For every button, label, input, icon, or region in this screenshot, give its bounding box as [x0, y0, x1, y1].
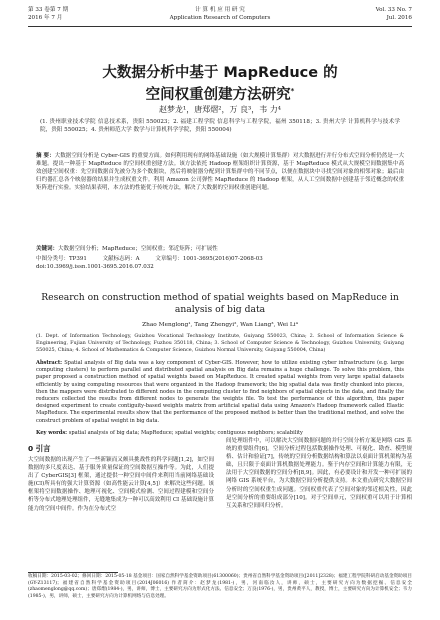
- keywords-cn: [36, 245, 404, 253]
- title-cn-line2: 空间权重创建方法研究: [145, 86, 291, 103]
- header-journal-cn: 计 算 机 应 用 研 究: [195, 7, 245, 13]
- keywords-en: [36, 430, 404, 437]
- header-volume-cn: 第 33 卷第 7 期: [28, 7, 69, 13]
- authors-en: Zhao Menglong¹, Tang Zhengyi², Wan Liang³, Wei Li⁴: [142, 322, 298, 328]
- header-volume-en-line: Vol. 33 No. 7: [375, 7, 412, 13]
- keywords-en-text: spatial analysis of big data; MapReduce; spatial weights; contiguous neighbors; scalability: [68, 430, 303, 436]
- abstract-en-text: Spatial analysis of Big data was a key component of Cyber-GIS. However, how to utilize existing cyber infrastructure (e.g. large computing clusters) to perform parallel and distributed spatial analysis on Big data remains a huge challenge. To solve this problem, this paper proposed a construction method of spatial weights based on MapReduce. It created spatial weights from very large spatial datasets efficiently by using computing resources that were organized in the Hadoop framework; the big spatial data was firstly chunked into pieces, then the mappers were distributed to different nodes in the computing cluster to find neighbors of spatial objects in the data, and finally the reducers collected the results from different nodes to generate the weights file. To test the performance of this algorithm, this paper designed experiment to create contiguity-based weights matrix from artificial spatial data using Amazon's Hadoop framework called Elastic MapReduce. The experimental results show that the performance of the proposed method is better than the traditional method, and solve the construct problem of spatial weight in big data.: [36, 360, 404, 424]
- body-column-left: 大空间数据的出现产生了一些新颖而又颇具挑战性的科学问题[1,2]，如空间数据的多尺度表达、基于服务质量保证的空间数据互操作等。为此，人们提出了 CyberGIS[3] 框架，通过提供一种空间中间件来利用当前网络基础设施(CI)所具有的强大计算资源（如高性能云计算[4,5]）来解决这些问题。该框架将空间数据操作、地理可视化、空间模式检测、空间过程建模和空间分析等分布式地理处理组件，无缝地集成为一种可以高效利用 CI 基础设施计算能力的空间中间件。作为在分布式空: [28, 457, 214, 512]
- document-code: 文献标志码：A: [102, 256, 140, 262]
- header-volume-en: [376, 7, 412, 22]
- affiliations-cn: (1. 贵州职业技术学院 信息技术系，贵阳 550023；2. 福建工程学院 信息科学与工程学院，福州 350118；3. 贵州大学 计算机科学与技术学院，贵阳 550025；4. 贵州师范大学 数学与计算机科学学院，贵阳 550004): [40, 119, 400, 133]
- authors-cn: 赵梦龙¹，唐郑熠²，万 良³，韦 力⁴: [159, 105, 281, 114]
- affiliations-en: (1. Dept. of Information Technology, Guizhou Vocational Technology Institute, Guiyang 550023, China; 2. School of Information Science & Engineering, Fujian University of Technology, Fuzhou 350118, China; 3. School of Computer Science & Technology, Guizhou University, Guiyang 550025, China; 4. School of Mathematics & Computer Science, Guizhou Normal University, Guiyang 550004, China): [36, 333, 404, 353]
- keywords-cn-text: 大数据空间分析；MapReduce；空间权重；邻近矩阵；可扩展性: [58, 246, 218, 252]
- paper-title-en: Research on construction method of spatial weights based on MapReduce in analysis of big data: [41, 292, 399, 315]
- header-date-en: Jul. 2016: [386, 14, 412, 21]
- abstract-en-label: Abstract:: [36, 360, 63, 366]
- abstract-cn: [36, 152, 404, 192]
- keywords-en-label: Key words:: [36, 430, 68, 436]
- footnote-divider: [28, 572, 118, 573]
- abstract-en: [36, 360, 404, 425]
- footnote: 收稿日期：2015-03-02；修回日期：2015-05-18 基金项目：国家自然科学基金资助项目(61300060)；贵州省自然科学基金资助项目([2011]2328)；福建工程学院科研启动基金资助项目(GY-Z13117)；福建省自然科学基金资助项目(2014J06016) 作者简介：赵梦龙(1981-)，男，河南临汝人，讲师，硕士，主要研究方向为数据挖掘、信息安全(zhaomenglong@qq.com)；唐郑熠(1984-)，男，讲师，博士，主要研究方向为形式化方法、信息安全；万良(1976-)，男，贵州黄平人，教授，博士，主要研究方向为计算机安全；韦力(1985-)，男，讲师，硕士，主要研究方向为计算机网络与信息处理。: [28, 574, 412, 599]
- title-cn-line1: 大数据分析中基于 MapReduce 的: [102, 65, 338, 81]
- section-heading-intro: 0 引言: [28, 444, 51, 453]
- body-column-right: 间处理组件中，可以解决大空间数据问题的并行空间分析方案是网络 GIS 系统的重要组件[6]。空间分析过程包括数据操作处理、可视化、勘查、模型规格、估计和验证[7]，传统的空间分析数据结构和算法以桌面计算机架构为基础，且只限于桌面计算机数据处理能力。鉴于内存空间和计算能力有限，无法用于大空间数据的空间分析[8,9]。因此，有必要设计和开发一种可扩展的网络 GIS 系统平台，为大数据空间分析提供支持。本文重点研究大数据空间分析时的空间权重生成问题。空间权重代表了空间对象的邻近相关性，因此是空间分析的重要组成部分[10]。对于空间单元，空间权重可以用于计算相互关系和空间回归分析。: [226, 438, 412, 509]
- abstract-cn-text: 大数据空间分析是 Cyber-GIS 的重要方面。如何利用现有的网络基础设施（如大规模计算集群）对大数据进行并行分布式空间分析仍然是一大难题。提出一种基于 MapReduce 的空间权重创建方法。该方法依托 Hadoop 框架组织计算资源，基于 MapReduce 模式从大规模空间数据集中高效创建空间权重：先空间数据首先被分为多个数据块，然后将映射器分配到计算集群中的不同节点，以便在数据块中寻找空间对象的相邻对象；最后由归约器汇总各个映射器的结果并生成权重文件。利用 Amazon 公司弹性 MapReduce 的 Hadoop 框架，从人工空间数据中创建基于邻近概念的权重矩阵进行实验。实验结果表明，本方法的性能优于传统方法，解决了大数据的空间权重创建问题。: [36, 153, 404, 192]
- doi: doi:10.3969/j.issn.1001-3695.2016.07.032: [36, 264, 154, 270]
- header-journal-name: [28, 7, 412, 22]
- article-number: 文章编号：1001-3695(2016)07-2068-03: [155, 256, 263, 262]
- keywords-cn-label: 关键词：: [36, 246, 59, 252]
- paper-title-cn: [28, 64, 412, 104]
- header-journal-en: Application Research of Computers: [169, 14, 271, 21]
- header-divider: [28, 26, 412, 27]
- header-date-cn: 2016 年 7 月: [28, 14, 63, 21]
- clc-number: 中图分类号：TP391: [36, 256, 87, 262]
- abstract-cn-label: 摘 要：: [36, 153, 55, 159]
- classification-meta: [36, 255, 404, 271]
- title-footnote-mark: *: [290, 87, 295, 95]
